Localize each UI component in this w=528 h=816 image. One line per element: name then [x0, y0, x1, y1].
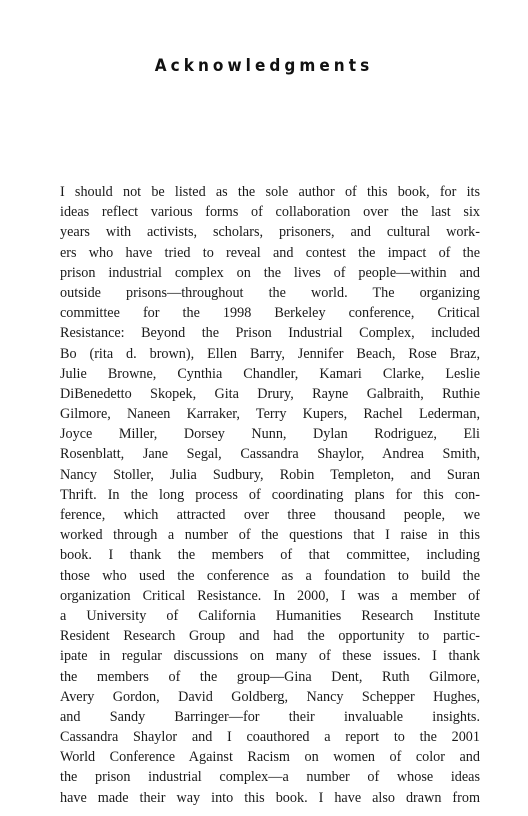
body-paragraph	[60, 182, 480, 808]
text-line: Bo (rita d. brown), Ellen Barry, Jennifer Beach, Rose Braz,	[60, 345, 480, 362]
text-line: prison industrial complex on the lives of people—within and	[60, 264, 480, 281]
text-line: Thrift. In the long process of coordinating plans for this con-	[60, 486, 480, 503]
text-line: those who used the conference as a foundation to build the	[60, 567, 480, 584]
text-line: World Conference Against Racism on women of color and	[60, 749, 480, 766]
chapter-heading: Acknowledgments	[154, 56, 374, 76]
text-line: worked through a number of the questions that I raise in this	[60, 527, 480, 544]
text-line: ipate in regular discussions on many of these issues. I thank	[60, 648, 480, 665]
text-line: Nancy Stoller, Julia Sudbury, Robin Templeton, and Suran	[60, 466, 480, 483]
text-line: DiBenedetto Skopek, Gita Drury, Rayne Galbraith, Ruthie	[60, 385, 480, 402]
text-line: the prison industrial complex—a number of whose ideas	[60, 769, 480, 786]
text-line: Joyce Miller, Dorsey Nunn, Dylan Rodriguez, Eli	[60, 426, 480, 443]
text-line: ideas reflect various forms of collaboration over the last six	[60, 204, 480, 221]
text-line: Resistance: Beyond the Prison Industrial Complex, included	[60, 325, 480, 342]
text-line: Avery Gordon, David Goldberg, Nancy Schepper Hughes,	[60, 688, 480, 705]
text-line: Resident Research Group and had the opportunity to partic-	[60, 628, 480, 645]
text-line: and Sandy Barringer—for their invaluable insights.	[60, 708, 480, 725]
text-line: the members of the group—Gina Dent, Ruth Gilmore,	[60, 668, 480, 685]
text-line: committee for the 1998 Berkeley conference, Critical	[60, 305, 480, 322]
text-line: have made their way into this book. I have also drawn from	[60, 789, 480, 806]
text-line: Gilmore, Naneen Karraker, Terry Kupers, Rachel Lederman,	[60, 406, 480, 423]
text-line: a University of California Humanities Research Institute	[60, 607, 480, 624]
text-line: ference, which attracted over three thousand people, we	[60, 507, 480, 523]
text-line: Julie Browne, Cynthia Chandler, Kamari Clarke, Leslie	[60, 365, 480, 382]
text-line: Rosenblatt, Jane Segal, Cassandra Shaylor, Andrea Smith,	[60, 446, 480, 463]
text-line: organization Critical Resistance. In 2000, I was a member of	[60, 587, 480, 604]
text-line: ers who have tried to reveal and contest the impact of the	[60, 244, 480, 261]
text-line: book. I thank the members of that committee, including	[60, 547, 480, 564]
text-line: Cassandra Shaylor and I coauthored a report to the 2001	[60, 729, 480, 746]
text-line: years with activists, scholars, prisoners, and cultural work-	[60, 224, 480, 241]
text-line: I should not be listed as the sole author of this book, for its	[60, 184, 480, 200]
text-line: outside prisons—throughout the world. The organizing	[60, 284, 480, 301]
